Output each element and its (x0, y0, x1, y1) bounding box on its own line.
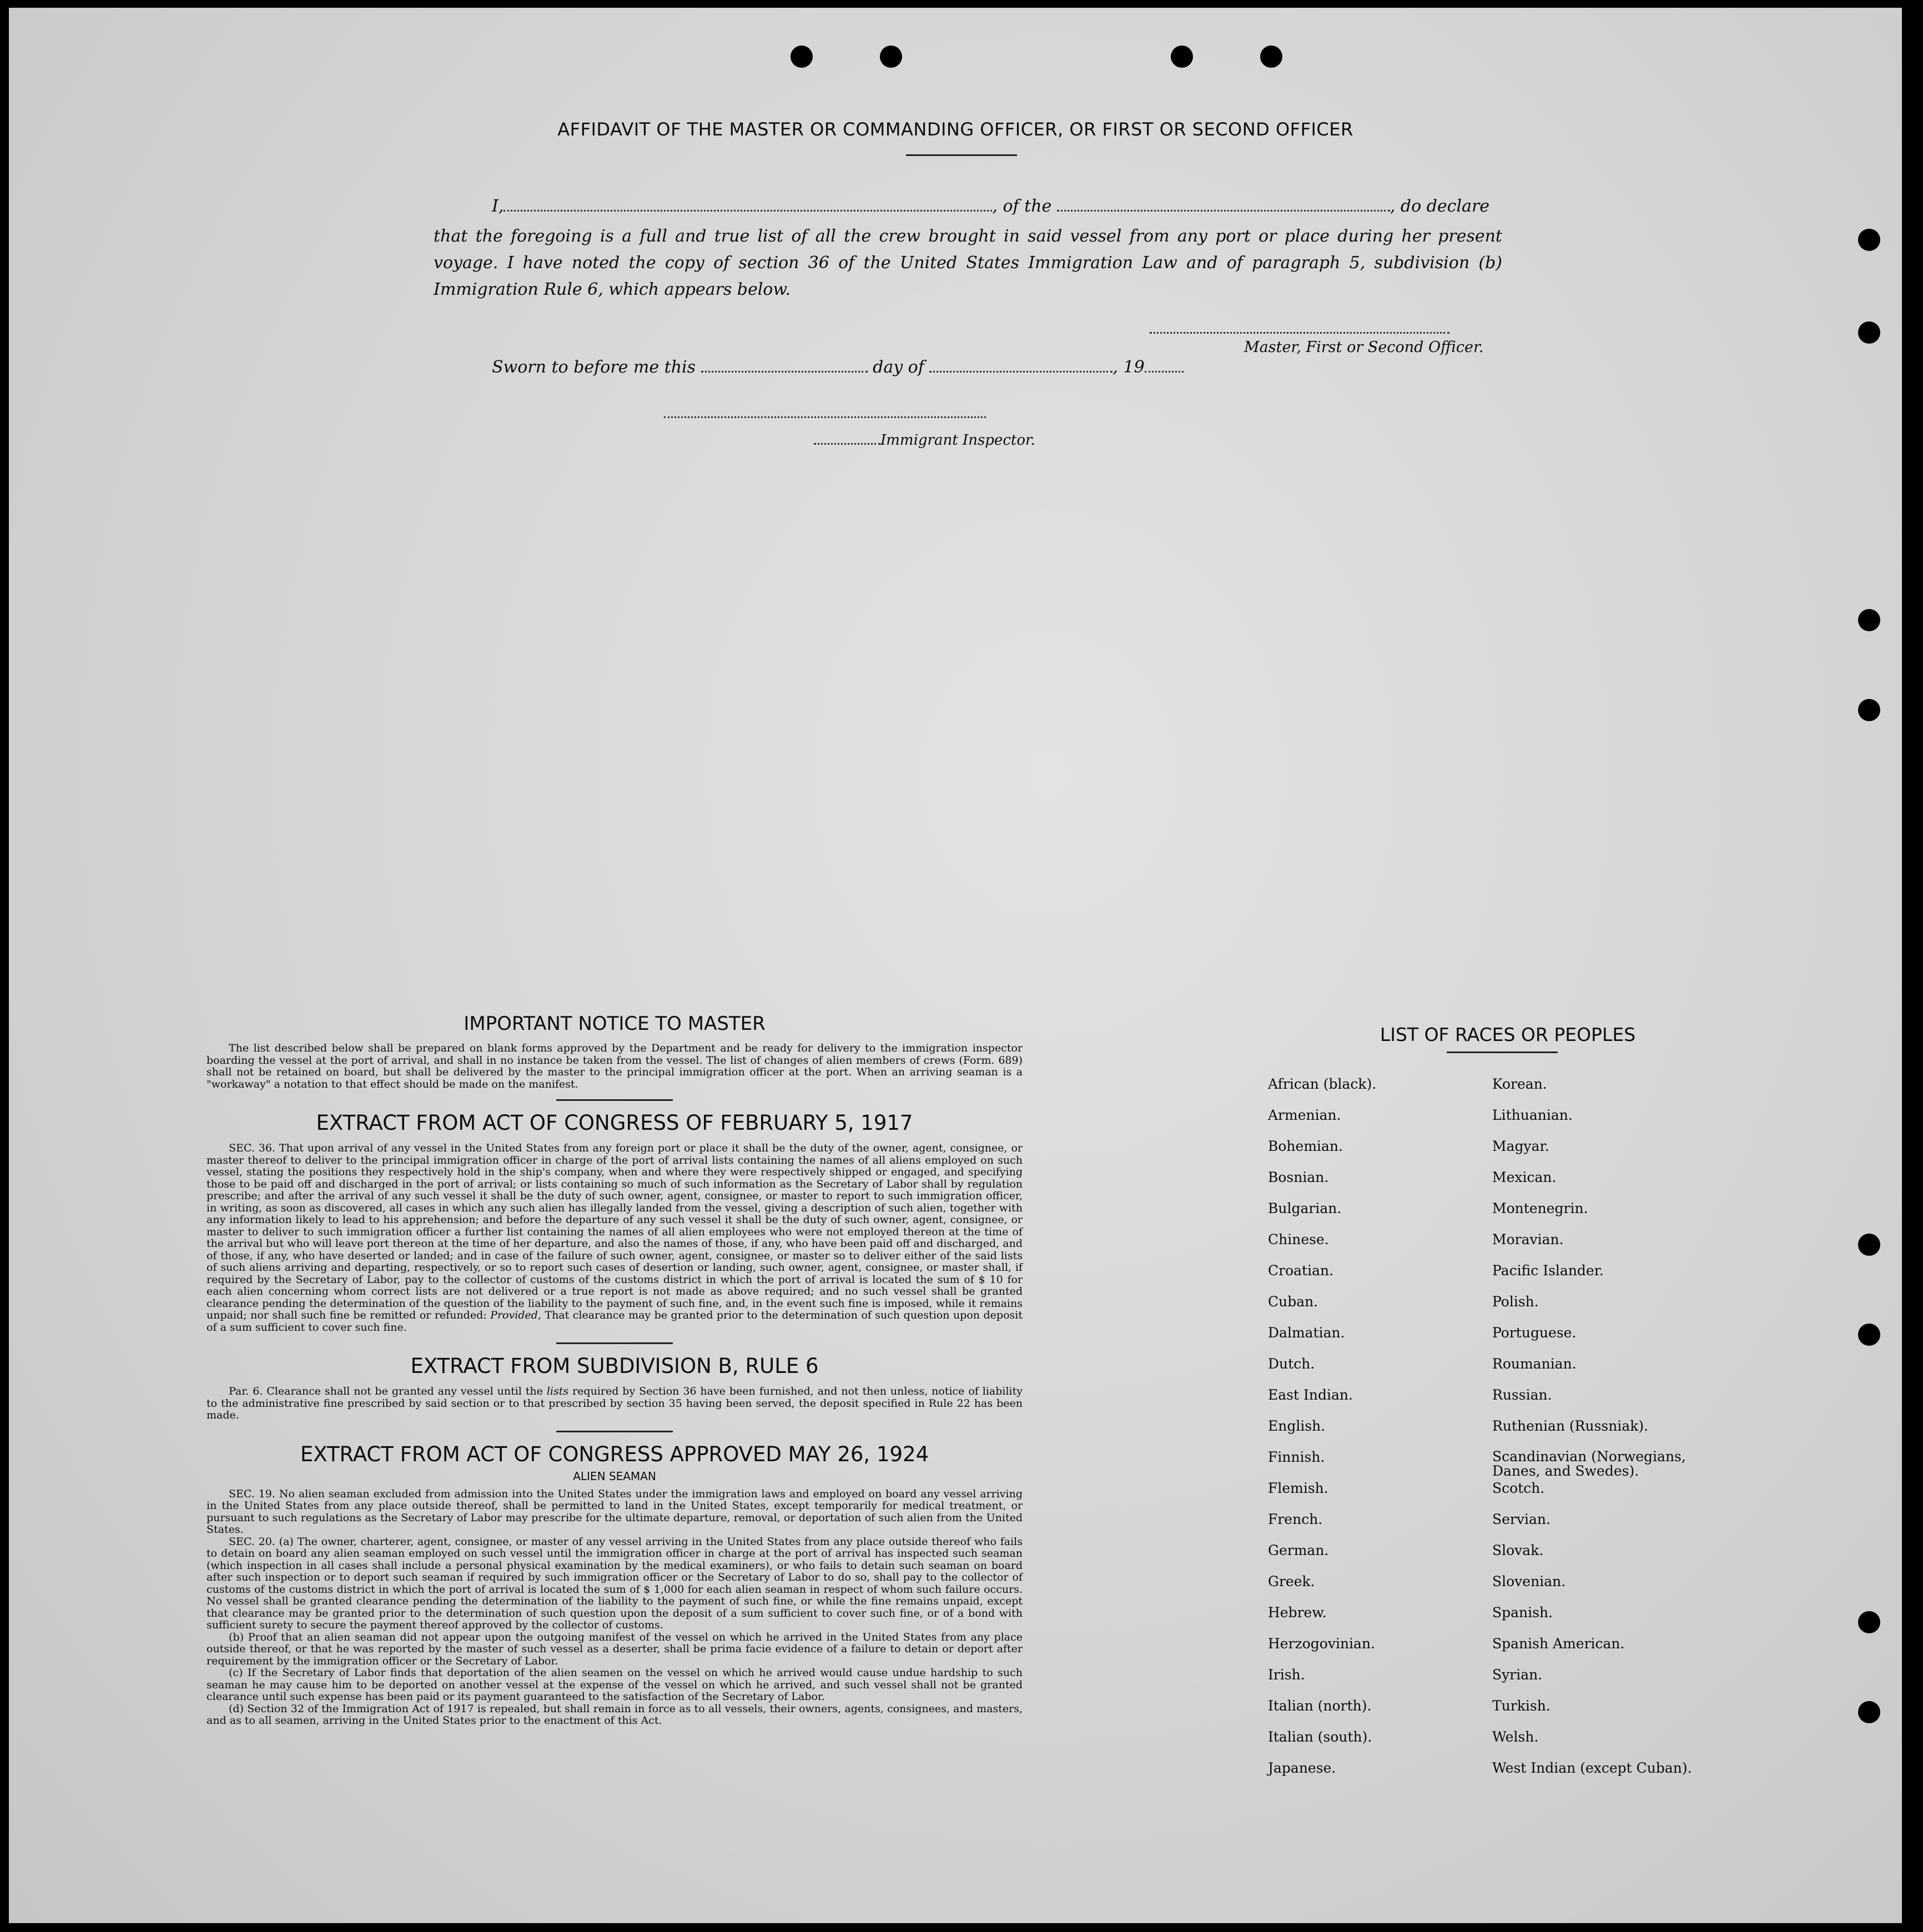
punch-hole (1858, 321, 1880, 344)
race-item: Chinese. (1268, 1231, 1329, 1247)
race-item: Italian (south). (1268, 1729, 1372, 1745)
race-item: Hebrew. (1268, 1604, 1327, 1621)
race-item: Lithuanian. (1492, 1107, 1573, 1123)
punch-hole (1858, 699, 1880, 721)
punch-hole (1858, 1611, 1880, 1633)
race-item: French. (1268, 1511, 1323, 1527)
section-divider (556, 1099, 673, 1101)
race-item: Welsh. (1492, 1729, 1539, 1745)
punch-hole (880, 46, 902, 68)
extract-1917-title: EXTRACT FROM ACT OF CONGRESS OF FEBRUARY 5, 1917 (316, 1111, 913, 1135)
races-title-divider (1447, 1051, 1558, 1053)
punch-hole (1858, 1701, 1880, 1723)
race-item: Pacific Islander. (1492, 1262, 1604, 1279)
punch-hole (1171, 46, 1193, 68)
race-item: Slovenian. (1492, 1573, 1566, 1589)
races-left-column (1268, 1076, 1376, 1792)
extract-1924-paragraph: (d) Section 32 of the Immigration Act of 1917 is repealed, but shall remain in force as to all vessels, their owners, agents, consignees, and masters, and as to all seamen, arriving in the United States prior to the enactment of this Act. (207, 1702, 1023, 1727)
year-label: , 19 (1112, 358, 1145, 377)
vessel-name-field[interactable] (1057, 197, 1390, 212)
race-item: Japanese. (1268, 1760, 1336, 1776)
inspector-signature-field[interactable] (664, 403, 986, 418)
affidavit-body: that the foregoing is a full and true list of all the crew brought in said vessel from any port or place during her present voyage. I have noted the copy of section 36 of the United States Immigration Law and of paragraph 5, subdivision (b) Immigration Rule 6, which appears below. (434, 227, 1502, 299)
race-item: Russian. (1492, 1387, 1552, 1403)
race-item: Bulgarian. (1268, 1200, 1342, 1216)
day-of-label: day of (873, 358, 924, 377)
race-item: Ruthenian (Russniak). (1492, 1418, 1649, 1434)
sworn-day-field[interactable] (701, 358, 868, 373)
race-item: Armenian. (1268, 1107, 1341, 1123)
race-item: Spanish. (1492, 1604, 1553, 1621)
extract-1924-title: EXTRACT FROM ACT OF CONGRESS APPROVED MAY 26, 1924 (300, 1442, 929, 1466)
sworn-year-field[interactable] (1145, 358, 1184, 373)
race-item: Croatian. (1268, 1262, 1334, 1279)
sec36-text: SEC. 36. That upon arrival of any vessel in the United States from any foreign port or place it shall be the duty of the owner, agent, consignee, or master thereof to deliver to the principal immigration officer in charge of the port of arrival lists containing the names of all aliens employed on such vessel, stating the positions they respectively hold in the ship's company, when and where they were respectively shipped or engaged, and specifying those to be paid off and discharged in the port of arrival; or lists containing so much of such information as the Secretary of Labor shall by regulation prescribe; and after the arrival of any such vessel it shall be the duty of such owner, agent, consignee, or master to report to such immigration officer, in writing, as soon as discovered, all cases in which any such alien has illegally landed from the vessel, giving a description of such alien, together with any information likely to lead to his apprehension; and before the departure of any such vessel it shall be the duty of such owner, agent, consignee, or master to deliver to such immigration officer a further list containing the names of all alien employees who were not employed thereon at the time of the arrival but who will leave port thereon at the time of her departure, and also the names of those, if any, who have been paid off and discharged, and of those, if any, who have deserted or landed; and in case of the failure of such owner, agent, consignee, or master so to deliver either of the said lists of such aliens arriving and departing, respectively, or so to report such cases of desertion or landing, such owner, agent, consignee, or master shall, if required by the Secretary of Labor, pay to the collector of customs of the customs district in which the port of arrival is located the sum of $ 10 for each alien concerning whom correct lists are not delivered or a true report is not made as above required; and no such vessel shall be granted clearance pending the determination of the question of the liability to the payment of such fine, and, in the event such fine is imposed, while it remains unpaid; nor shall such fine be remitted or refunded: (207, 1142, 1023, 1321)
declaration-line (492, 197, 1489, 216)
race-item: African (black). (1268, 1076, 1377, 1092)
race-item: Scotch. (1492, 1480, 1545, 1496)
race-item: Dalmatian. (1268, 1325, 1345, 1341)
race-item: Bohemian. (1268, 1138, 1343, 1154)
race-item: German. (1268, 1542, 1329, 1558)
extract-1924-paragraph: (c) If the Secretary of Labor finds that deportation of the alien seamen on the vessel on which he arrived would cause undue hardship to such seaman he may cause him to be deported on another vessel at the expense of the vessel on which he arrived, and such vessel shall not be granted clearance until such expense has been paid or its payment guaranteed to the satisfaction of the Secretary of Labor. (207, 1667, 1023, 1703)
race-item: Scandinavian (Norwegians, Danes, and Swedes). (1492, 1448, 1686, 1479)
inspector-line (814, 430, 1035, 449)
race-item: Cuban. (1268, 1294, 1318, 1310)
race-item: Polish. (1492, 1294, 1539, 1310)
extract-rule6-text (207, 1386, 1023, 1422)
race-item: West Indian (except Cuban). (1492, 1760, 1692, 1776)
of-the-label: , of the (992, 197, 1052, 216)
race-item: Moravian. (1492, 1231, 1564, 1247)
punch-hole (1260, 46, 1282, 68)
affidavit-title: AFFIDAVIT OF THE MASTER OR COMMANDING OFFICER, OR FIRST OR SECOND OFFICER (557, 119, 1353, 140)
punch-hole (1858, 1324, 1880, 1346)
race-item: Magyar. (1492, 1138, 1549, 1154)
punch-hole (1858, 229, 1880, 251)
inspector-name-field[interactable] (814, 430, 880, 445)
provided-word: Provided, (490, 1309, 541, 1321)
notice-title: IMPORTANT NOTICE TO MASTER (464, 1013, 766, 1035)
affidavit-text (434, 223, 1502, 303)
races-right-column (1492, 1076, 1692, 1792)
race-item: East Indian. (1268, 1387, 1353, 1403)
lists-word: lists (546, 1385, 569, 1397)
notice-text: The list described below shall be prepared on blank forms approved by the Department and be ready for delivery to the immigration inspector boarding the vessel at the port of arrival, and shall in no instance be taken from the vessel. The list of changes of alien members of crews (Form. 689) shall not be retained on board, but shall be delivered by the master to the principal immigration officer at the port. When an arriving seaman is a "workaway" a notation to that effect should be made on the manifest. (207, 1042, 1023, 1090)
punch-hole (1858, 609, 1880, 631)
extract-rule6-title: EXTRACT FROM SUBDIVISION B, RULE 6 (410, 1354, 819, 1378)
race-item: Dutch. (1268, 1356, 1315, 1372)
race-item: Greek. (1268, 1573, 1315, 1589)
race-item: Roumanian. (1492, 1356, 1577, 1372)
extract-1917-text (207, 1143, 1023, 1334)
extract-1924-paragraph: SEC. 20. (a) The owner, charterer, agent, consignee, or master of any vessel arriving in the United States from any place outside thereof who fails to detain on board any alien seaman employed on such vessel until the immigration officer in charge at the port of arrival has inspected such seaman (which inspection in all cases shall include a personal physical examination by the medical examiners), or who fails to detain such seaman on board after such inspection or to deport such seaman if required by such immigration officer or the Secretary of Labor to do so, shall pay to the collector of customs of the customs district in which the port of arrival is located the sum of $ 1,000 for each alien seaman in respect of whom such failure occurs. No vessel shall be granted clearance pending the determination of the liability to the payment of such fine, or while the fine remains unpaid, except that clearance may be granted prior to the determination of such question upon the deposit of a sum sufficient to cover such fine, or of a bond with sufficient surety to secure the payment thereof approved by the collector of customs. (207, 1535, 1023, 1631)
sworn-month-field[interactable] (929, 358, 1112, 373)
race-item: Irish. (1268, 1667, 1305, 1683)
officer-name-field[interactable] (504, 197, 992, 212)
race-item: Syrian. (1492, 1667, 1543, 1683)
punch-hole (1858, 1234, 1880, 1256)
rule6-text: Par. 6. Clearance shall not be granted any vessel until the (229, 1385, 543, 1397)
i-label: I, (492, 197, 504, 216)
race-item: Finnish. (1268, 1449, 1325, 1465)
punch-hole (791, 46, 813, 68)
race-item: Servian. (1492, 1511, 1551, 1527)
race-item: Flemish. (1268, 1480, 1328, 1496)
sworn-line (492, 358, 1184, 377)
alien-seaman-subtitle: ALIEN SEAMAN (573, 1469, 656, 1483)
race-item: English. (1268, 1418, 1326, 1434)
race-item: Korean. (1492, 1076, 1547, 1092)
races-title: LIST OF RACES OR PEOPLES (1380, 1024, 1636, 1045)
race-item: Mexican. (1492, 1169, 1557, 1185)
race-item: Montenegrin. (1492, 1200, 1588, 1216)
extract-1924-paragraph: SEC. 19. No alien seaman excluded from admission into the United States under the immigration laws and employed on board any vessel arriving in the United States from any place outside thereof, shall be permitted to land in the United States, except temporarily for medical treatment, or pursuant to such regulations as the Secretary of Labor may prescribe for the ultimate departure, removal, or deportation of such alien from the United States. (207, 1487, 1023, 1536)
extract-1924-paragraph: (b) Proof that an alien seaman did not appear upon the outgoing manifest of the vessel on which he arrived in the United States from any place outside thereof, or that he was reported by the master of such vessel as a deserter, shall be prima facie evidence of a failure to detain or deport after requirement by the immigration officer or the Secretary of Labor. (207, 1631, 1023, 1667)
race-item: Bosnian. (1268, 1169, 1329, 1185)
race-item: Italian (north). (1268, 1698, 1372, 1714)
race-item: Slovak. (1492, 1542, 1544, 1558)
race-item: Spanish American. (1492, 1636, 1625, 1652)
master-signature-label: Master, First or Second Officer. (1244, 339, 1484, 356)
do-declare-label: , do declare (1390, 197, 1490, 216)
race-item: Portuguese. (1492, 1325, 1577, 1341)
inspector-label: Immigrant Inspector. (880, 432, 1035, 449)
section-divider (556, 1342, 673, 1344)
section-divider (556, 1431, 673, 1432)
sec36-tail: That clearance may be granted prior to the determination of such question upon deposit of a sum sufficient to cover such fine. (207, 1309, 1023, 1334)
master-signature-field[interactable] (1150, 319, 1449, 334)
document-page (9, 8, 1902, 1923)
race-item: Turkish. (1492, 1698, 1551, 1714)
title-divider (906, 154, 1017, 156)
sworn-label: Sworn to before me this (492, 358, 696, 377)
rule6-tail: required by Section 36 have been furnished, and not then unless, notice of liability to the administrative fine prescribed by said section or to that prescribed by section 35 having been served, the deposit specified in Rule 22 has been made. (207, 1385, 1023, 1421)
race-item: Herzogovinian. (1268, 1636, 1375, 1652)
notices-column (207, 1013, 1023, 1727)
